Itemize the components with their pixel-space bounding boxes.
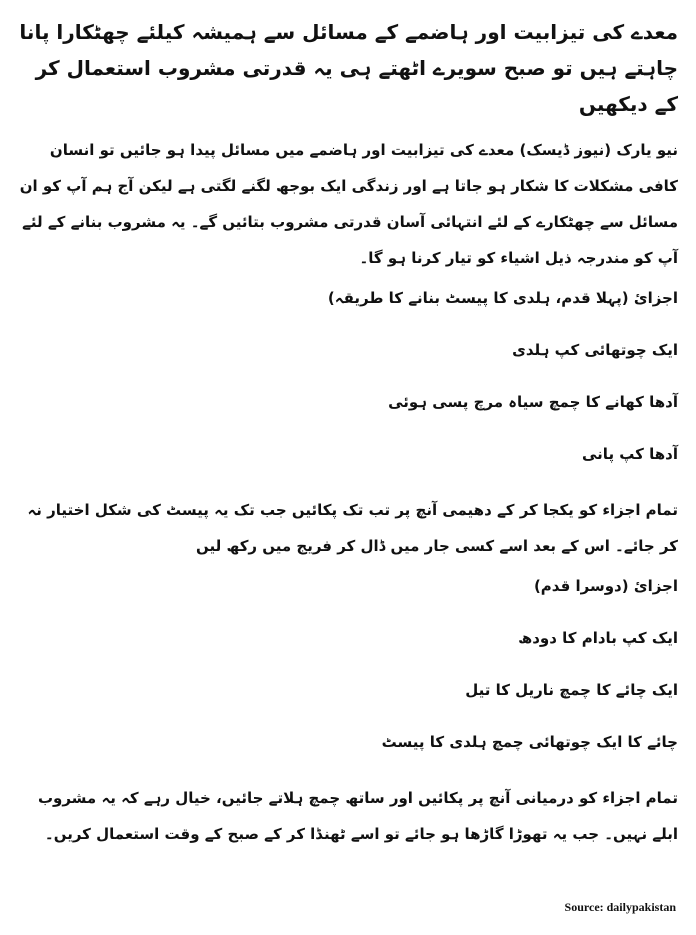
ingredient-item: آدھا کھانے کا چمچ سیاہ مرچ پسی ہوئی	[388, 393, 678, 411]
ingredient-item: چائے کا ایک چوتھائی چمچ ہلدی کا پیسٹ	[381, 733, 678, 751]
method-paragraph: تمام اجزاء کو یکجا کر کے دھیمی آنچ پر تب تک پکائیں جب تک یہ پیسٹ کی شکل اختیار نہ کر جائے۔ اس کے بعد اسے کسی جار میں ڈال کر فریج میں رکھ لیں	[27, 501, 678, 555]
ingredient-item: ایک چوتھائی کپ ہلدی	[512, 341, 678, 359]
section2-heading: اجزائ (دوسرا قدم)	[533, 577, 678, 595]
ingredient-item: آدھا کپ پانی	[582, 445, 678, 463]
article-title: معدے کی تیزابیت اور ہاضمے کے مسائل سے ہمیشہ کیلئے چھٹکارا پانا چاہتے ہیں تو صبح سویرے اٹھتے ہی یہ قدرتی مشروب استعمال کر کے دیکھیں	[19, 20, 678, 116]
ingredient-item: ایک کپ بادام کا دودھ	[518, 629, 678, 647]
source-credit: Source: dailypakistan	[564, 900, 676, 914]
method-paragraph: تمام اجزاء کو درمیانی آنچ پر پکائیں اور ساتھ چمچ ہلاتے جائیں، خیال رہے کہ یہ مشروب ابلے نہیں۔ جب یہ تھوڑا گاڑھا ہو جائے تو اسے ٹھنڈا کر کے صبح کے وقت استعمال کریں۔	[37, 789, 678, 843]
ingredient-item: ایک چائے کا چمچ ناریل کا تیل	[465, 681, 678, 699]
section1-heading: اجزائ (پہلا قدم، ہلدی کا پیسٹ بنانے کا طریقہ)	[327, 289, 678, 307]
intro-paragraph: نیو یارک (نیوز ڈیسک) معدے کی تیزابیت اور ہاضمے میں مسائل پیدا ہو جائیں تو انسان کافی مشکلات کا شکار ہو جاتا ہے اور زندگی ایک بوجھ لگنے لگتی ہے لیکن آج ہم آپ کو ان مسائل سے چھٹکارے کے لئے انتہائی آسان قدرتی مشروب بتائیں گے۔ یہ مشروب بنانے کے لئے آپ کو مندرجہ ذیل اشیاء کو تیار کرنا ہو گا۔	[19, 141, 678, 267]
